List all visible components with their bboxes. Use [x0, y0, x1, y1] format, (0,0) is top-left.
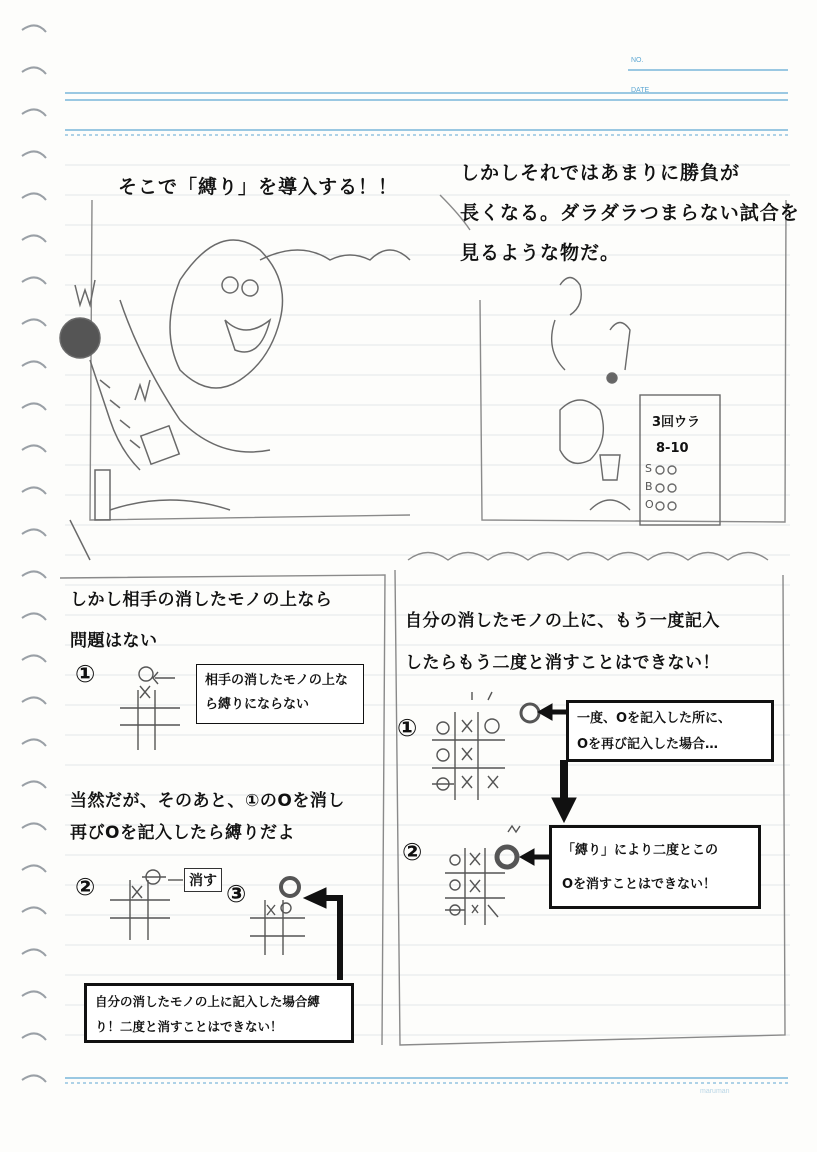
- bottom-note-line2: り！二度と消すことはできない！: [95, 1019, 283, 1034]
- bottom-left-step2-number: ②: [75, 873, 96, 901]
- bottom-left-mid-line2: 再びOを記入したら縛りだよ: [70, 823, 295, 843]
- bottom-left-step1-number: ①: [75, 660, 96, 688]
- top-right-caption-line3: 見るような物だ。: [460, 242, 621, 264]
- top-left-caption: そこで「縛り」を導入する！！: [118, 176, 399, 198]
- step1-box-line2: Oを再び記入した場合…: [577, 737, 719, 752]
- bottom-note-line1: 自分の消したモノの上に記入した場合縛: [95, 994, 320, 1009]
- step2-box-line1: 「縛り」により二度とこの: [562, 843, 719, 858]
- bottom-right-step2-number: ②: [402, 838, 423, 866]
- grid-right-1: [432, 692, 539, 800]
- bottom-left-step1-note: [196, 664, 364, 724]
- top-right-caption-line2: 長くなる。ダラダラつまらない試合を: [460, 202, 800, 224]
- date-label: DATE: [631, 87, 650, 94]
- step2-box-line2: Oを消すことはできない！: [562, 877, 717, 892]
- bottom-right-heading-line1: 自分の消したモノの上に、もう一度記入: [405, 611, 720, 631]
- scoreboard-b: B: [645, 480, 653, 493]
- bottom-right-step1-box: [566, 700, 774, 762]
- scoreboard-o: O: [645, 498, 654, 511]
- bottom-left-heading-line1: しかし相手の消したモノの上なら: [70, 590, 333, 610]
- bottom-right-step1-number: ①: [397, 714, 418, 742]
- scoreboard-inning: 3回ウラ: [652, 415, 701, 430]
- scoreboard-score: 8-10: [656, 441, 689, 456]
- bottom-left-mid-line1: 当然だが、そのあと、①のOを消し: [70, 791, 345, 811]
- bottom-right-step2-box: [549, 825, 761, 909]
- step1-box-line1: 一度、Oを記入した所に、: [577, 711, 732, 726]
- scoreboard-s: S: [645, 462, 652, 475]
- bottom-left-step3-number: ③: [226, 880, 247, 908]
- footer-brand: maruman: [700, 1088, 730, 1095]
- step1-note-line1: 相手の消したモノの上な: [205, 673, 348, 688]
- step1-note-line2: ら縛りにならない: [205, 697, 310, 712]
- grid-left-2: [110, 870, 183, 940]
- grid-left-1: [120, 667, 180, 750]
- arrows: [304, 704, 576, 980]
- top-right-caption-line1: しかしそれではあまりに勝負が: [460, 162, 741, 184]
- sketch-chained-character: [60, 240, 410, 560]
- bottom-right-heading-line2: したらもう二度と消すことはできない！: [405, 653, 720, 673]
- grid-right-2: [445, 826, 520, 925]
- bottom-left-step2-label: 消す: [184, 868, 222, 892]
- bottom-left-heading-line2: 問題はない: [70, 631, 158, 651]
- spiral-binding: [22, 25, 46, 1082]
- bottom-left-note-box: [84, 983, 354, 1043]
- no-label: NO.: [631, 57, 644, 64]
- grid-left-3: [250, 878, 305, 955]
